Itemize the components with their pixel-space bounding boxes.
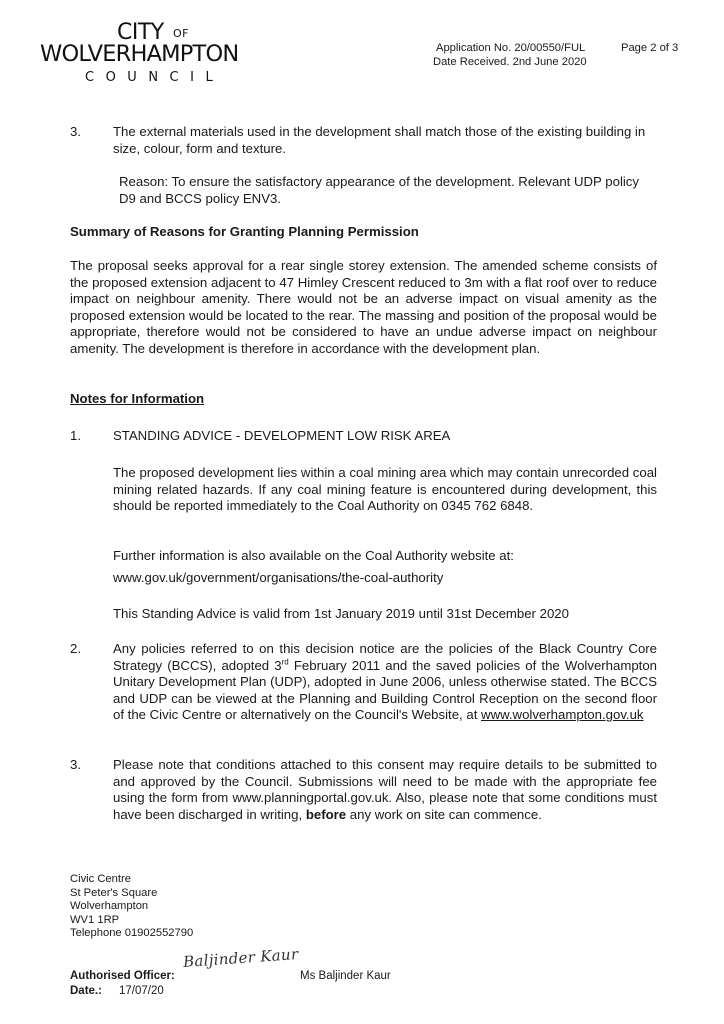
- address-line: St Peter's Square: [70, 886, 158, 899]
- address-line: Civic Centre: [70, 873, 131, 885]
- authorised-officer-label: Authorised Officer:: [70, 970, 175, 982]
- application-number: Application No. 20/00550/FUL: [436, 42, 586, 54]
- note-1-further-info: Further information is also available on the Coal Authority website at:: [113, 548, 514, 563]
- summary-body: The proposal seeks approval for a rear single storey extension. The amended scheme consists of the proposed extension adjacent to 47 Himley Crescent reduced to 3m with a flat roof over to reduce impact on neighbour amenity. There would not be an adverse impact on visual amenity as the proposed extension would be located to the rear. The massing and position of the proposal would be appropriate, therefore would not be considered to have an undue adverse impact on neighbour amenity. The development is therefore in accordance with the development plan.: [70, 258, 657, 356]
- wolverhampton-website-link[interactable]: www.wolverhampton.gov.uk: [481, 707, 644, 723]
- officer-signature: Baljinder Kaur: [182, 944, 299, 972]
- address-line: Wolverhampton: [70, 900, 149, 913]
- note-2-number: 2.: [70, 641, 81, 656]
- address-line: WV1 1RP: [70, 913, 120, 926]
- logo-of: OF: [173, 27, 189, 40]
- date-value: 17/07/20: [119, 985, 164, 997]
- note-3-number: 3.: [70, 757, 81, 772]
- note-1-title: STANDING ADVICE - DEVELOPMENT LOW RISK AREA: [113, 428, 451, 443]
- note-1-validity: This Standing Advice is valid from 1st January 2019 until 31st December 2020: [113, 606, 569, 621]
- note-1-paragraph: The proposed development lies within a coal mining area which may contain unrecorded coal mining related hazards. If any coal mining feature is encountered during development, this should be reported immediately to the Coal Authority on 0345 762 6848.: [113, 465, 657, 514]
- summary-heading: Summary of Reasons for Granting Planning Permission: [70, 224, 419, 239]
- note-2-text: Any policies referred to on this decision notice are the policies of the Black Country Core Strategy (BCCS), adopted 3rd February 2011 and the saved policies of the Wolverhampton Unitary Development Plan (UDP), adopted in June 2006, unless otherwise stated. The BCCS and UDP can be viewed at the Planning and Building Control Reception on the second floor of the Civic Centre or alternatively on the Council's Website, at www.wolverhampton.gov.uk: [113, 641, 657, 723]
- officer-name: Ms Baljinder Kaur: [300, 970, 391, 982]
- logo-city: CITY: [117, 20, 164, 45]
- date-label: Date.:: [70, 985, 102, 997]
- logo-council: COUNCIL: [85, 70, 225, 85]
- council-address: [70, 873, 193, 941]
- note-3-text: Please note that conditions attached to this consent may require details to be submitted to and approved by the Council. Submissions will need to be made with the appropriate fee using the form from www.planningportal.gov.uk. Also, please note that some conditions must have been discharged in writing, before any work on site can commence.: [113, 757, 657, 822]
- condition-3-reason: Reason: To ensure the satisfactory appearance of the development. Relevant UDP policy D9 and BCCS policy ENV3.: [119, 174, 639, 206]
- page-indicator: Page 2 of 3: [621, 42, 679, 54]
- date-received: Date Received. 2nd June 2020: [433, 56, 587, 68]
- note-1-number: 1.: [70, 428, 81, 443]
- notes-heading: Notes for Information: [70, 391, 205, 406]
- coal-authority-url: www.gov.uk/government/organisations/the-coal-authority: [113, 570, 444, 585]
- condition-3-text: The external materials used in the development shall match those of the existing building in size, colour, form and texture.: [113, 124, 646, 156]
- address-telephone: Telephone 01902552790: [70, 927, 194, 940]
- condition-3-number: 3.: [70, 124, 81, 139]
- logo-wolverhampton: WOLVERHAMPTON: [40, 41, 239, 67]
